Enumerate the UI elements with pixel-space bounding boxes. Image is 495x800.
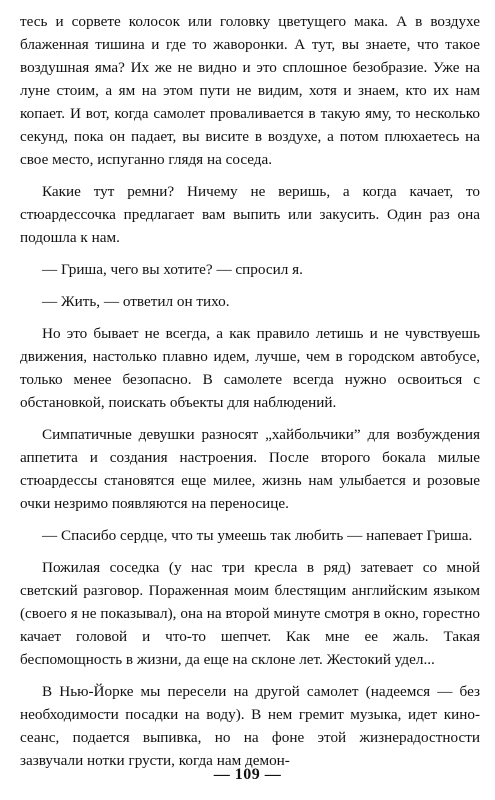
dialogue-line: — Спасибо сердце, что ты умеешь так любить — напевает Гриша. [42, 527, 473, 544]
dialogue-line: — Жить, — ответил он тихо. [42, 293, 230, 310]
paragraph: Но это бывает не всегда, а как правило летишь и не чувствуешь движения, настолько плавно идем, лучше, чем в городском автобусе, только менее безопасно. В самолете всегда нужно освоиться с обстановкой, поискать объекты для наблюдений. [20, 325, 480, 411]
dialogue-line: — Гриша, чего вы хотите? — спросил я. [42, 261, 303, 278]
paragraph: Пожилая соседка (у нас три кресла в ряд) затевает со мной светский разговор. Пораженная моим блестящим английским языком (своего я не показывал), она на второй минуте смотря в окно, горестно качает головой и что-то шепчет. Как мне ее жаль. Такая беспомощность в жизни, да еще на склоне лет. Жестокий удел... [20, 559, 480, 668]
page-number: — 109 — [213, 766, 282, 783]
paragraph-continuation: тесь и сорвете колосок или головку цветущего мака. А в воздухе блаженная тишина и где то жаворонки. А тут, вы знаете, что такое воздушная яма? Их же не видно и это сплошное безобразие. Уже на луне стоим, а ям на этом пути не видим, хотя и знаем, кто их нам копает. И вот, когда самолет проваливается в такую яму, то несколько секунд, пока он падает, вы висите в воздухе, а потом плюхаетесь на свое место, испуганно глядя на соседа. [20, 13, 480, 168]
body-text [20, 10, 480, 772]
paragraph: Какие тут ремни? Ничему не веришь, а когда качает, то стюардессочка предлагает вам выпить или закусить. Один раз она подошла к нам. [20, 183, 480, 246]
paragraph: В Нью-Йорке мы пересели на другой самолет (надеемся — без необходимости посадки на воду). В нем гремит музыка, идет кино-сеанс, подается выпивка, но на фоне этой жизнерадостности зазвучали нотки грусти, когда нам демон- [20, 683, 480, 769]
paragraph: Симпатичные девушки разносят „хайбольчики” для возбуждения аппетита и создания настроения. После второго бокала милые стюардессы становятся еще милее, жизнь нам улыбается и розовые очки незримо появляются на переносице. [20, 426, 480, 512]
